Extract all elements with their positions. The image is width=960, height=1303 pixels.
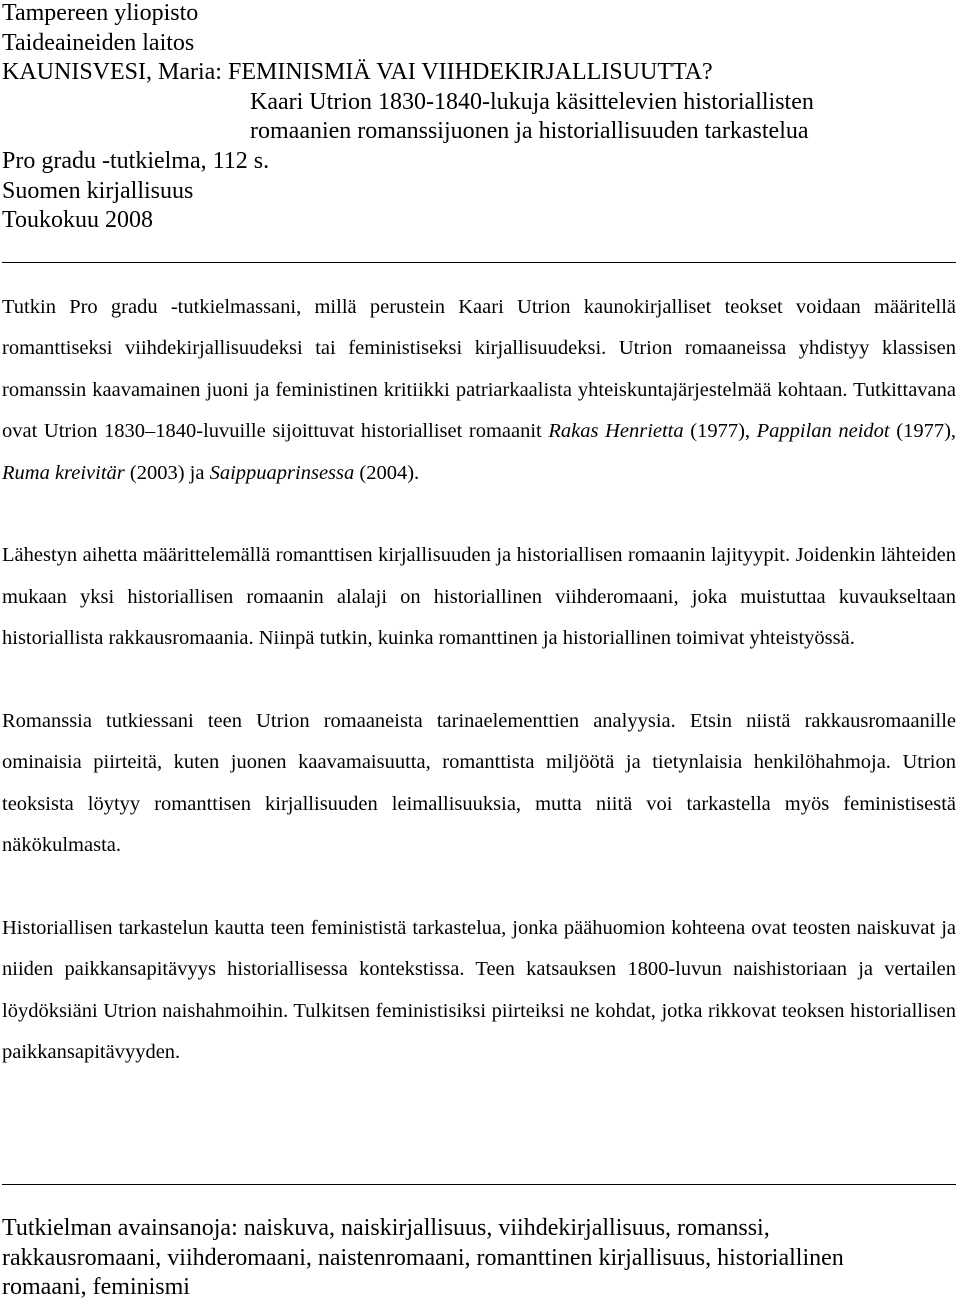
department-name: Taideaineiden laitos [2, 29, 195, 56]
university-name: Tampereen yliopisto [2, 0, 199, 26]
keywords-line-3: romaani, feminismi [2, 1274, 190, 1301]
keywords-line-1: Tutkielman avainsanoja: naiskuva, naiskirjallisuus, viihdekirjallisuus, romanssi, [2, 1215, 770, 1241]
work-title-ruma-kreivitar: Ruma kreivitär [2, 461, 125, 484]
abstract-body [2, 287, 956, 1074]
work-title-pappilan-neidot: Pappilan neidot [756, 420, 890, 443]
keywords-line-2: rakkausromaani, viihderomaani, naistenromaani, romanttinen kirjallisuus, historiallinen [2, 1244, 844, 1271]
p1-text-b: (1977), [683, 420, 757, 443]
p1-text-d: (2003) ja [124, 461, 210, 484]
p1-text-c: (1977), [889, 420, 957, 443]
subtitle-line-1: Kaari Utrion 1830-1840-lukuja käsittelevien historiallisten [250, 88, 814, 115]
abstract-paragraph-4: Historiallisen tarkastelun kautta teen feminististä tarkastelua, jonka päähuomion kohteena ovat teosten naiskuvat ja niiden paikkansapitävyys historiallisessa kontekstissa. Teen katsauksen 1800-luvun naishistoriaan ja vertailen löydöksiäni Utrion naishahmoihin. Tulkitsen feministisiksi piirteiksi ne kohdat, jotka rikkovat teoksen historiallisen paikkansapitävyyden. [2, 917, 956, 1064]
abstract-paragraph-3: Romanssia tutkiessani teen Utrion romaaneista tarinaelementtien analyysia. Etsin niistä rakkausromaanille ominaisia piirteitä, kuten juonen kaavamaisuutta, romanttista miljöötä ja tietynlaisia henkilöhahmoja. Utrion teoksista löytyy romanttisen kirjallisuuden leimallisuuksia, mutta niitä voi tarkastella myös feministisestä näkökulmasta. [2, 710, 956, 857]
p1-text-a: Tutkin Pro gradu -tutkielmassani, millä perustein Kaari Utrion kaunokirjalliset teokset voidaan määritellä romanttiseksi viihdekirjallisuudeksi tai feministiseksi kirjallisuudeksi. Utrion romaaneissa yhdistyy klassisen romanssin kaavamainen juoni ja feministinen kritiikki patriarkaalista yhteiskuntajärjestelmää kohtaan. Tutkittavana ovat Utrion 1830–1840-luvuille sijoittuvat historialliset romaanit [2, 296, 956, 443]
subject: Suomen kirjallisuus [2, 177, 194, 204]
work-title-saippuaprinsessa: Saippuaprinsessa [209, 461, 355, 484]
date: Toukokuu 2008 [2, 207, 153, 234]
bottom-divider [2, 1184, 956, 1185]
author-and-title: KAUNISVESI, Maria: FEMINISMIÄ VAI VIIHDEKIRJALLISUUTTA? [2, 59, 713, 86]
abstract-paragraph-2: Lähestyn aihetta määrittelemällä romanttisen kirjallisuuden ja historiallisen romaanin lajityypit. Joidenkin lähteiden mukaan yksi historiallisen romaanin alalaji on historiallinen viihderomaani, joka muistuttaa kuvaukseltaan historiallista rakkausromaania. Niinpä tutkin, kuinka romanttinen ja historiallinen toimivat yhteistyössä. [2, 544, 956, 650]
subtitle-line-2: romaanien romanssijuonen ja historiallisuuden tarkastelua [250, 118, 809, 145]
work-title-rakas-henrietta: Rakas Henrietta [548, 420, 684, 443]
abstract-paragraph-1 [2, 287, 956, 494]
top-divider [2, 262, 956, 263]
keywords-section [2, 1214, 952, 1303]
p1-text-e: (2004). [354, 461, 420, 484]
thesis-type: Pro gradu -tutkielma, 112 s. [2, 147, 270, 174]
thesis-header [2, 0, 952, 236]
